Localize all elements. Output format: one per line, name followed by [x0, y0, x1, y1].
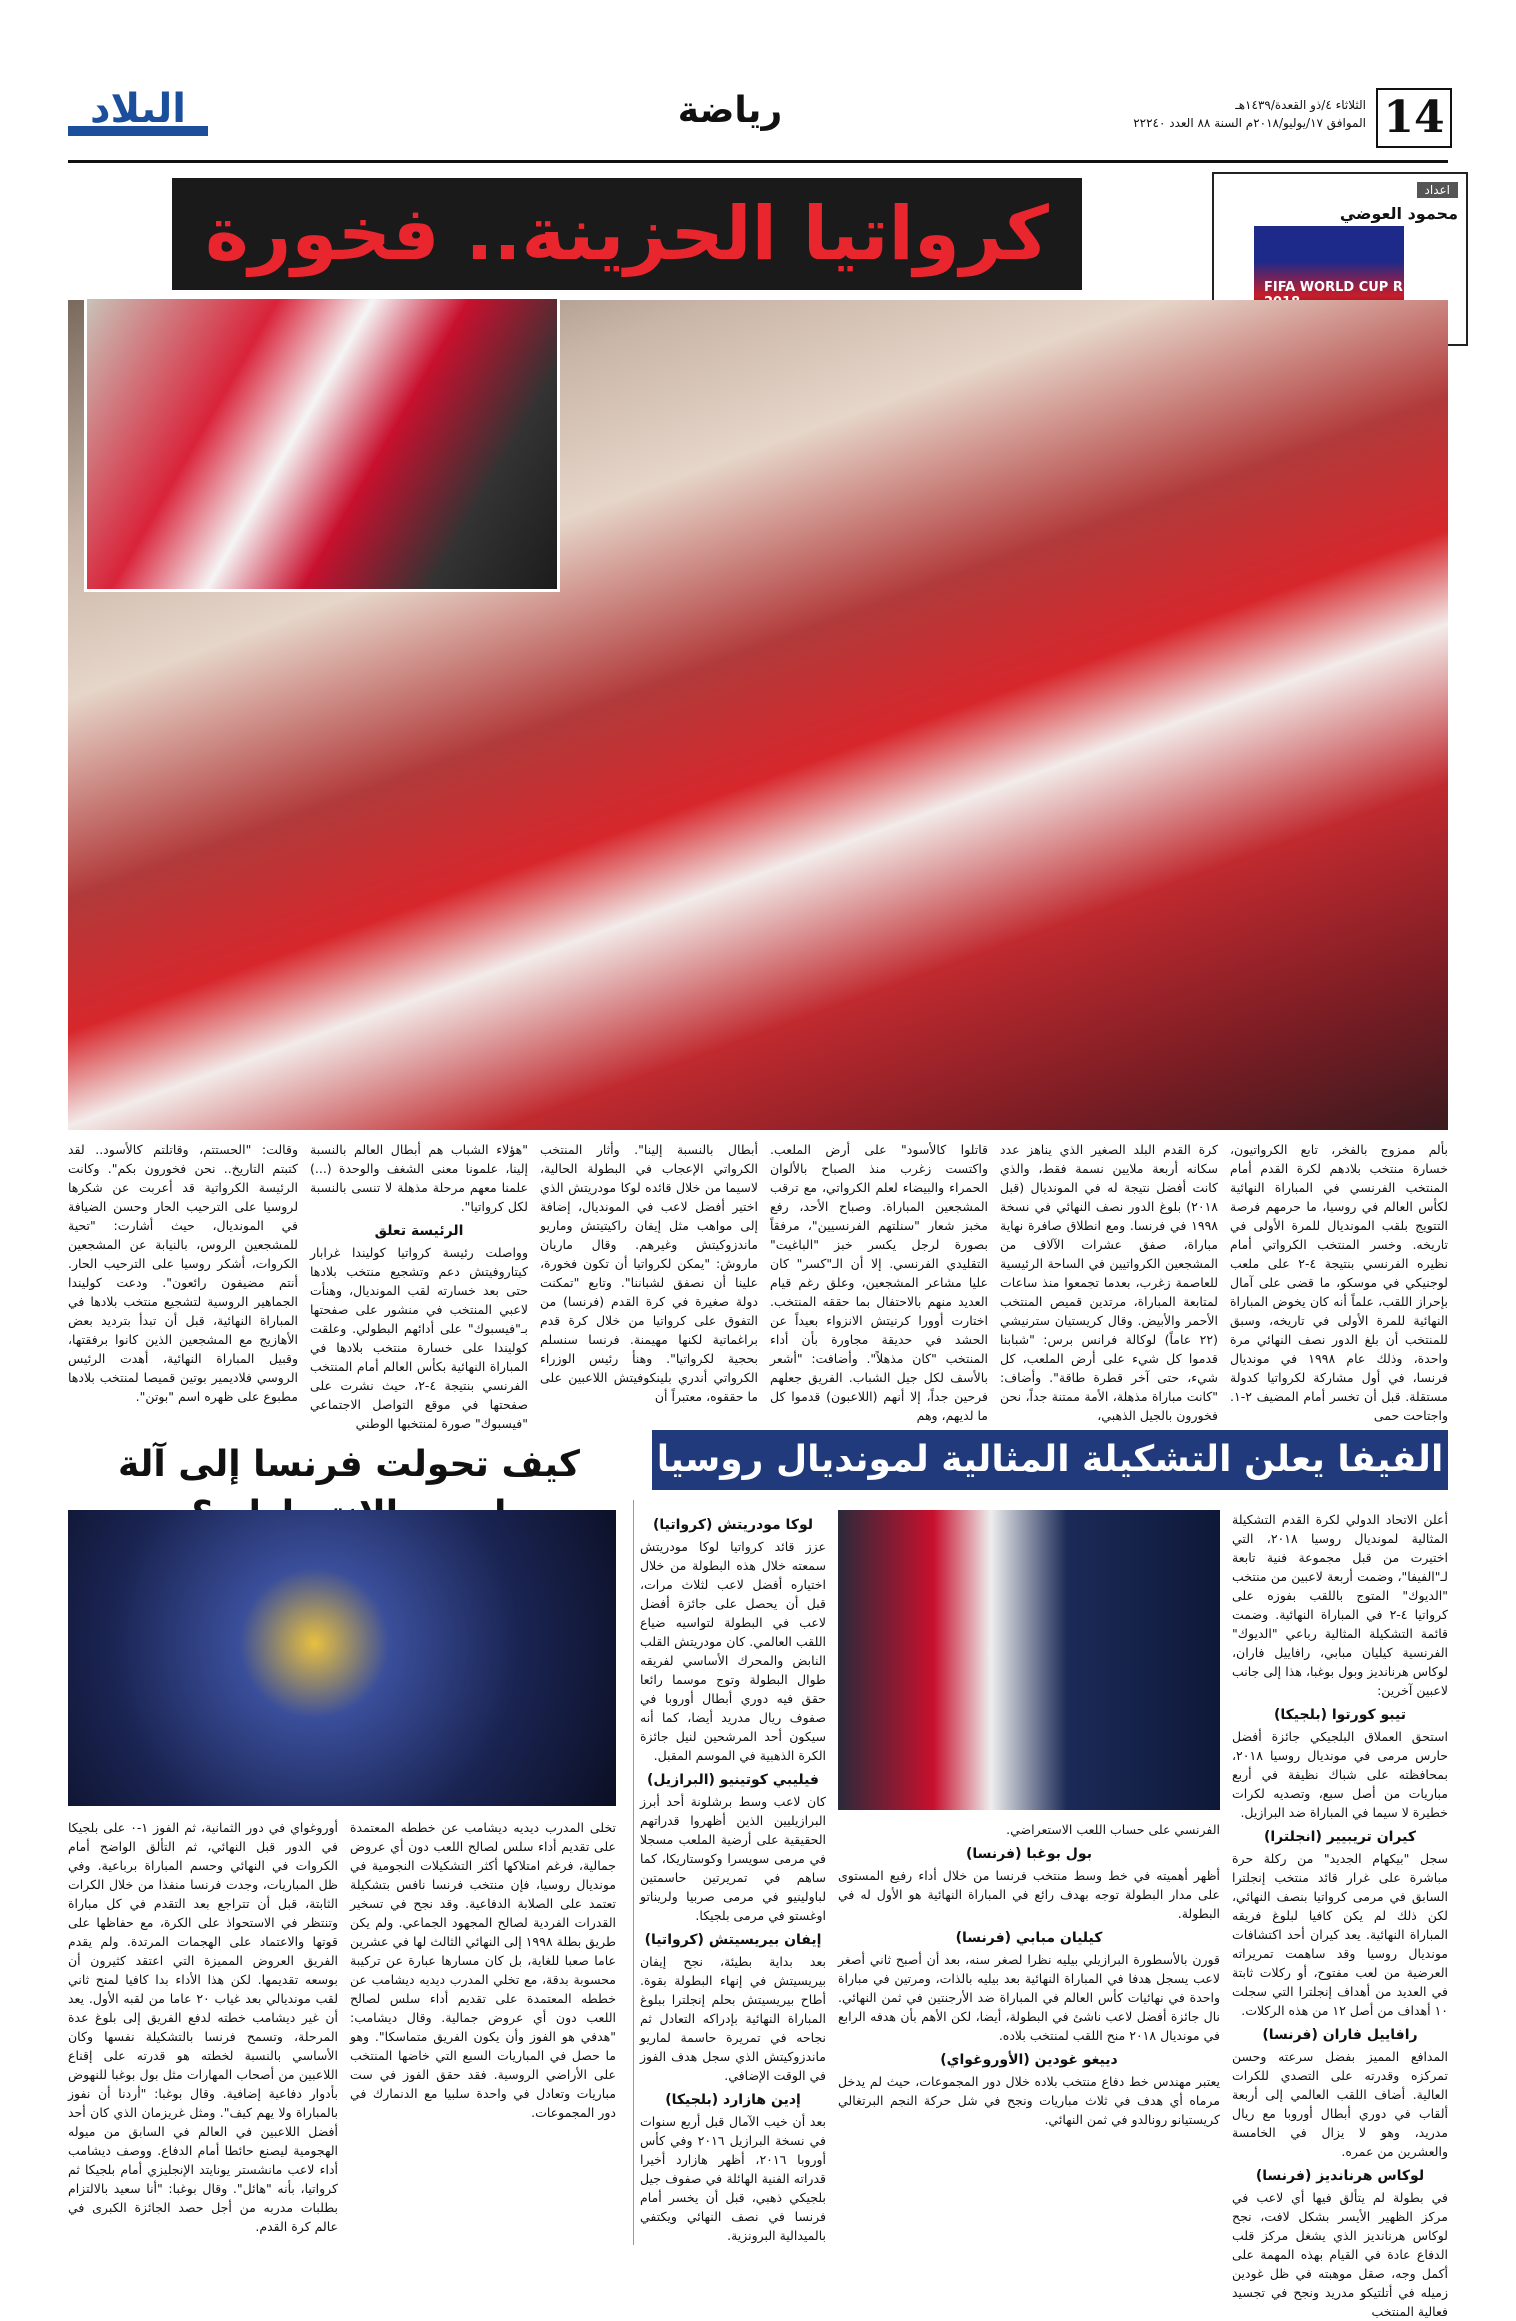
player-text: في بطولة لم يتألق فيها أي لاعب في مركز الظهير الأيسر بشكل لافت، نجح لوكاس هرنانديز الذي يشغل مركز قلب الدفاع عادة في القيام بهذه المهمة على أكمل وجه، صقل موهبته في ظل غودين زميله في أتلتيكو مدريد ونجح في تجسيد فعالية المنتخب — [1232, 2190, 1448, 2319]
header-rule — [68, 160, 1448, 163]
player-text: أظهر أهميته في خط وسط منتخب فرنسا من خلال أداء رفيع المستوى على مدار البطولة توجه بهدف رائع في المباراة النهائية هو الأول له في البطولة. — [838, 1868, 1220, 1921]
article2-col2-lead: الفرنسي على حساب اللعب الاستعراضي. — [1006, 1822, 1220, 1837]
author-name: محمود العوضي — [1339, 204, 1458, 223]
newspaper-logo — [68, 78, 208, 148]
photo-modric-mbappe-trophies — [838, 1510, 1220, 1810]
article2-intro: أعلن الاتحاد الدولي لكرة القدم التشكيلة المثالية لمونديال روسيا ٢٠١٨، التي اختيرت من قبل مجموعة فنية تابعة لـ"الفيفا"، وضمت أربعة لاعبين من منتخب "الديوك" المتوج باللقب بفوزه على كرواتيا ٤-٢ في المباراة النهائية. وضمت قائمة التشكيلة المثالية رباعي "الديوك" الفرنسية كيليان مبابي، رافاييل فاران، لوكاس هرنانديز وبول بوغبا، هذا إلى جانب لاعبين آخرين: — [1232, 1512, 1449, 1698]
column-divider — [633, 1500, 634, 2245]
player-text: بعد بداية بطيئة، نجح إيفان بيريسيتش في إنهاء البطولة بقوة. أطاح بيريسيتش بحلم إنجلترا ببلوغ المباراة النهائية بإدراكه التعادل ثم نجاحه في تمريرة حاسمة لماريو ماندزوكيتش الذي سجل هدف الفوز في الوقت الإضافي. — [640, 1954, 826, 2083]
photo-france-celebration — [68, 1510, 616, 1806]
inset-photo-modric-president — [84, 296, 560, 592]
player-name: تيبو كورتوا (بلجيكا) — [1274, 1707, 1406, 1723]
section-title: رياضة — [677, 90, 783, 131]
main-headline-text: كرواتيا الحزينة.. فخورة — [205, 191, 1049, 277]
date-gregorian: الموافق ١٧/يوليو/٢٠١٨م السنة ٨٨ العدد ٢٢٢٤٠ — [1133, 116, 1366, 130]
date-hijri: الثلاثاء ٤/ذو القعدة/١٤٣٩هـ — [1235, 98, 1366, 112]
player-text: كان لاعب وسط برشلونة أحد أبرز البرازيليين الذين أظهروا قدراتهم الحقيقية على أرضية الملعب مسجلا في مرمى سويسرا وكوستاريكا، كما ساهم في تمريرتين حاسمتين لباولينيو في مرمى صربيا ولريناتو اوغستو في مرمى بلجيكا. — [640, 1794, 826, 1923]
article3-col2: أوروغواي في دور الثمانية، ثم الفوز ١-٠ على بلجيكا في الدور قبل النهائي، ثم التألق الواضح أمام الكروات في النهائي وحسم المباراة برباعية. وفي ظل المباريات، وجدت فرنسا منفذا من خلال الكرات الثابتة، قبل أن تتراجع بعد التقدم في كل مباراة وتنتظر في الاستحواذ على الكرة، مع حفاظها على قوتها والاعتماد على الهجمات المرتدة. ولم يقدم الفريق العروض المميزة التي اعتقد كثيرون أن بوسعه تقديمها. لكن هذا الأداء بدا كافيا لمنح ثاني لقب مونديالي بعد غياب ٢٠ عاما من لقبه الأول. يعد أن غير ديشامب خطته لدفع الفريق إلى بلوغ عدة المرحلة، وتسمح فرنسا بالتشكيلة نفسها وكان الأساسي بالنسبة لخطته هو قدرته على إقناع اللاعبين من أصحاب المهارات مثل بول بوغبا للنهوض بأدوار دفاعية إضافية. وقال بوغبا: "أردنا أن نفوز بالمباراة ولا يهم كيف". ومثل غريزمان الذي كان أحد أفضل اللاعبين في العالم في السابق من ميوله الهجومية ليصنع حائطا أمام الدفاع. ووصف ديشامب أداء لاعب مانشستر يونايتد الإنجليزي أمام بلجيكا ثم كرواتيا، بأنه "هائل". وقال بوغبا: "أنا سعيد بالالتزام بطلبات مدربه من أجل حصد الجائزة الكبرى في عالم كرة القدم. — [68, 1820, 339, 2234]
article2-col3 — [640, 1510, 826, 2245]
player-name: دييغو غودين (الأوروغواي) — [940, 2052, 1118, 2068]
article1-subhead: الرئيسة تعلق — [374, 1223, 464, 1239]
player-text: استحق العملاق البلجيكي جائزة أفضل حارس مرمى في مونديال روسيا ٢٠١٨، بمحافظته على شباك نظيفة في أربع مباريات من أصل سبع، وتصديه لكرات خطيرة لا سيما في المباراة ضد البرازيل. — [1232, 1729, 1448, 1820]
player-name: لوكاس هرنانديز (فرنسا) — [1255, 2168, 1425, 2184]
france-headline-text: كيف تحولت فرنسا إلى آلة — [118, 1444, 580, 1485]
player-text: يعتبر مهندس خط دفاع منتخب بلاده خلال دور المجموعات، حيث لم يدخل مرماه أي هدف في ثلاث مباريات ونجح في شل حركة النجم البرتغالي كريستيانو رونالدو في ثمن النهائي. — [838, 2074, 1220, 2127]
prepared-by-label: اعداد — [1417, 182, 1458, 198]
player-name: إدين هازارد (بلجيكا) — [665, 2092, 801, 2108]
france-headline — [68, 1440, 630, 1490]
article1-col2: كرة القدم البلد الصغير الذي يناهز عدد سكانه أربعة ملايين نسمة فقط، والذي كانت أفضل نتيجة له في المونديال (قبل ٢٠١٨) بلوغ الدور نصف النهائي في نسخة ١٩٩٨ في فرنسا. ومع انطلاق صافرة نهاية مباراة، صفق عشرات الآلاف من المشجعين الكرواتيين في الساحة الرئيسية للعاصمة زغرب، بعدما تجمعوا منذ ساعات لمتابعة المباراة، مرتدين قميص المنتخب الأحمر والأبيض. وقال كريستيان سترنيشي (٢٢ عاماً) لوكالة فرانس برس: "شبابنا قدموا كل شيء على أرض الملعب، كل شيء، حتى آخر قطرة طاقة". وأضاف: "كانت مباراة مذهلة، الأمة ممتنة جداً، نحن فخورون بالجيل الذهبي، — [1000, 1142, 1218, 1423]
player-text: عزز قائد كرواتيا لوكا مودريتش سمعته خلال هذه البطولة من خلال اختياره أفضل لاعب لثلاث مرات، قبل أن يحصل على جائزة أفضل لاعب في البطولة لتواسيه ضياع اللقب العالمي. كان مودريتش القلب النابض والمحرك الأساسي لفريقه طوال البطولة وتوج موسما رائعا حقق فيه دوري أبطال أوروبا في صفوف ريال مدريد أيضا، كما أنه سيكون أحد المرشحين لنيل جائزة الكرة الذهبية في الموسم المقبل. — [640, 1539, 826, 1763]
player-name: إيفان بيريسيتش (كرواتيا) — [644, 1932, 822, 1948]
fifa-headline-text: الفيفا يعلن التشكيلة المثالية لمونديال روسيا — [656, 1439, 1444, 1480]
fifa-headline-bar — [652, 1430, 1448, 1490]
player-text: المدافع المميز بفضل سرعته وحسن تمركزه وقدرته على التصدي للكرات العالية. أضاف اللقب العالمي إلى أربعة ألقاب في دوري أبطال أوروبا مع ريال مدريد، وهو لا يزال في الخامسة والعشرين من عمره. — [1232, 2049, 1448, 2159]
svg-text:البلاد: البلاد — [90, 86, 186, 132]
player-name: كيران تريبيير (انجلترا) — [1263, 1829, 1417, 1845]
player-text: بعد أن خيب الآمال قبل أربع سنوات في نسخة البرازيل ٢٠١٦ وفي كأس أوروبا ٢٠١٦، أظهر هازارد أخيرا قدراته الفنية الهائلة في صفوف جيل بلجيكي ذهبي، قبل أن يخسر أمام فرنسا في نصف النهائي ويكتفي بالميدالية البرونزية. — [640, 2114, 827, 2243]
player-name: بول بوغبا (فرنسا) — [966, 1846, 1092, 1862]
article2-col1 — [1232, 1510, 1449, 2319]
article1-col5 — [310, 1140, 528, 1431]
player-name: فيليبي كوتينيو (البرازيل) — [647, 1772, 819, 1788]
player-name: رافاييل فاران (فرنسا) — [1262, 2027, 1418, 2043]
article1-col4: أبطال بالنسبة إلينا". وأثار المنتخب الكرواتي الإعجاب في البطولة الحالية، لاسيما من خلال قائده لوكا مودريتش الذي اختير أفضل لاعب في المونديال، إضافة إلى مواهب مثل إيفان راكيتيتش وماريو ماندزوكيتش وغيرهم. وقال ماريان ماروش: "يمكن لكرواتيا أن تكون فخورة، علينا أن نصفق لشباننا". وتابع "تمكنت دولة صغيرة في كرة القدم (فرنسا) من التفوق على كرواتيا من خلال كرة قدم براغماتية لكنها مهيمنة. فرنسا سنسلم بحجية لكرواتيا". وهنأ رئيس الوزراء الكرواتي أندري بلينكوفيتش اللاعبين على ما حققوه، معتبراً أن — [540, 1142, 758, 1404]
article3-col1: تخلى المدرب ديديه ديشامب عن خططه المعتمدة على تقديم أداء سلس لصالح اللعب دون أي عروض جمالية، فرغم امتلاكها أكثر التشكيلات النجومية في مونديال روسيا، فإن منتخب فرنسا نافس بتشكيلة تعتمد على الصلابة الدفاعية. وقد نجح في تسخير القدرات الفردية لصالح المجهود الجماعي. ولم يكن طريق بطلة ١٩٩٨ إلى النهائي الثالث لها في عشرين عاما صعبا للغاية، بل كان مسارها عبارة عن تركيبة محسوبة بدقة، مع تخلي المدرب ديديه ديشامب عن خططه المعتمدة على تقديم أداء سلس لصالح اللعب دون أي عروض جمالية. وقال ديشامب: "هدفي هو الفوز وأن يكون الفريق متماسكا". وهو ما حصل في المباريات السبع التي خاضها المنتخب على الأراضي الروسية. فقد حقق الفوز في ست مباريات وتعادل في واحدة سلبيا مع الدنمارك في دور المجموعات. — [350, 1820, 616, 2120]
date-line — [1130, 96, 1366, 132]
page-number: 14 — [1376, 88, 1452, 148]
article1-col3: قاتلوا كالأسود" على أرض الملعب. واكتست زغرب منذ الصباح بالألوان الحمراء والبيضاء لعلم الكرواتي، مع ترقب المشجعين المباراة. وصباح الأحد، رفع مخبز شعار "سنلتهم الفرنسيين"، مرفقاً بصورة لرجل يكسر خبز "الباغيت" التقليدي الفرنسي. إلا أن الـ"كسر" كان عليا مشاعر المشجعين، وعلق رغم قيام العديد منهم بالاحتفال بما حققه المنتخب. اختارت أوورا كرنيتش الانزواء بعيداً عن الحشد في حديقة مجاورة بأن أداء المنتخب "كان مذهلاً". وأضافت: "أشعر بالأسف لكل جيل الشباب. الفريق جعلهم فرحين جداً، إلا أنهم (اللاعبون) قدموا كل ما لديهم، وهم — [770, 1142, 988, 1423]
player-text: قورن بالأسطورة البرازيلي بيليه نظرا لصغر سنه، بعد أن أصبح ثاني أصغر لاعب يسجل هدفا في المباراة النهائية بعد بيليه بالذات، ومرتين في مباراة واحدة في نهائيات كأس العالم في المباراة ضد الأرجنتين في ثمن النهائي. نال جائزة أفضل لاعب ناشئ في البطولة، أيضا، لكن الأهم بأن هدفه الرابع في مونديال ٢٠١٨ منح اللقب لمنتخب بلاده. — [838, 1952, 1220, 2043]
article1-quote: "هؤلاء الشباب هم أبطال العالم بالنسبة إلينا، علمونا معنى الشغف والوحدة (...) علمنا معهم مرحلة مذهلة لا تنسى بالنسبة لكل كرواتيا". — [310, 1142, 528, 1214]
world-cup-wordmark: FIFA WORLD CUP RUSSIA — [1264, 280, 1447, 295]
article2-col2 — [838, 1820, 1220, 2245]
player-text: سجل "بيكهام الجديد" من ركلة حرة مباشرة على غرار قائد منتخب إنجلترا السابق في مرمى كرواتيا بنصف النهائي، لكن ذلك لم يكن كافيا لبلوغ فريقه المباراة النهائية. يعد كيران أحد اكتشافات مونديال روسيا وقد ساهمت تمريراته العرضية من لعب مفتوح، أو ركلات ثابتة في العديد من أهداف إنجلترا التي سجلت ١٠ أهداف من أصل ١٢ من هذه الركلات. — [1232, 1851, 1448, 2018]
article1-col1: بألم ممزوج بالفخر، تابع الكرواتيون، خسارة منتخب بلادهم لكرة القدم أمام المنتخب الفرنسي في المباراة النهائية لكأس العالم في روسيا، ما حرمهم فرصة التتويج بلقب المونديال للمرة الأولى في تاريخه. وخسر المنتخب الكرواتي أمام نظيره الفرنسي بنتيجة ٤-٢ على ملعب لوجنيكي في موسكو، ما قضى على آمال بإحراز اللقب، علماً أنه كان يخوض المباراة النهائية للمرة الأولى في تاريخه، وسبق للمنتخب أن بلغ الدور نصف النهائي مرة واحدة، وذلك عام ١٩٩٨ في مونديال فرنسا، في أول مشاركة لكرواتيا كدولة مستقلة. قبل أن تخسر أمام المضيف ٢-١. واجتاحت حمى — [1230, 1142, 1448, 1423]
player-name: لوكا مودريتش (كرواتيا) — [652, 1517, 813, 1533]
article1-col5b: وواصلت رئيسة كرواتيا كوليندا غرابار كيتاروفيتش دعم وتشجيع منتخب بلادها حتى بعد خسارته لقب المونديال، وهنأت لاعبي المنتخب في منشور على صفحتها بـ"فيسبوك" على أدائهم البطولي. وعلقت كوليندا على خسارة منتخب بلادها في المباراة النهائية بكأس العالم أمام المنتخب الفرنسي بنتيجة ٤-٢، حيث نشرت على صفحتها في موقع التواصل الاجتماعي "فيسبوك" صورة لمنتخبها الوطني — [310, 1245, 528, 1431]
article1-col6: وقالت: "الحستتم، وقاتلتم كالأسود.. لقد كتبتم التاريخ.. نحن فخورون بكم". وكانت الرئيسة الكرواتية قد أعربت عن شكرها لروسيا على الترحيب الحار وحسن الضيافة في المونديال، حيث أشارت: "تحية للمشجعين الروس، بالنيابة عن المشجعين الكروات، أشكر روسيا على الترحيب الحار. أنتم مضيفون رائعون". ودعت كوليندا الجماهير الروسية لتشجيع منتخب بلادها في المباراة النهائية، قبل أن تبدأ بترديد بعض الأهازيج مع المشجعين الذين كانوا برفقتها، وقبيل المباراة النهائية، أهدت الرئيس الروسي فلاديمير بوتين قميصا لمنتخب بلادها مطبوع على ظهره اسم "بوتن". — [68, 1142, 298, 1404]
player-name: كيليان مبابي (فرنسا) — [955, 1930, 1103, 1946]
main-headline — [172, 178, 1082, 290]
